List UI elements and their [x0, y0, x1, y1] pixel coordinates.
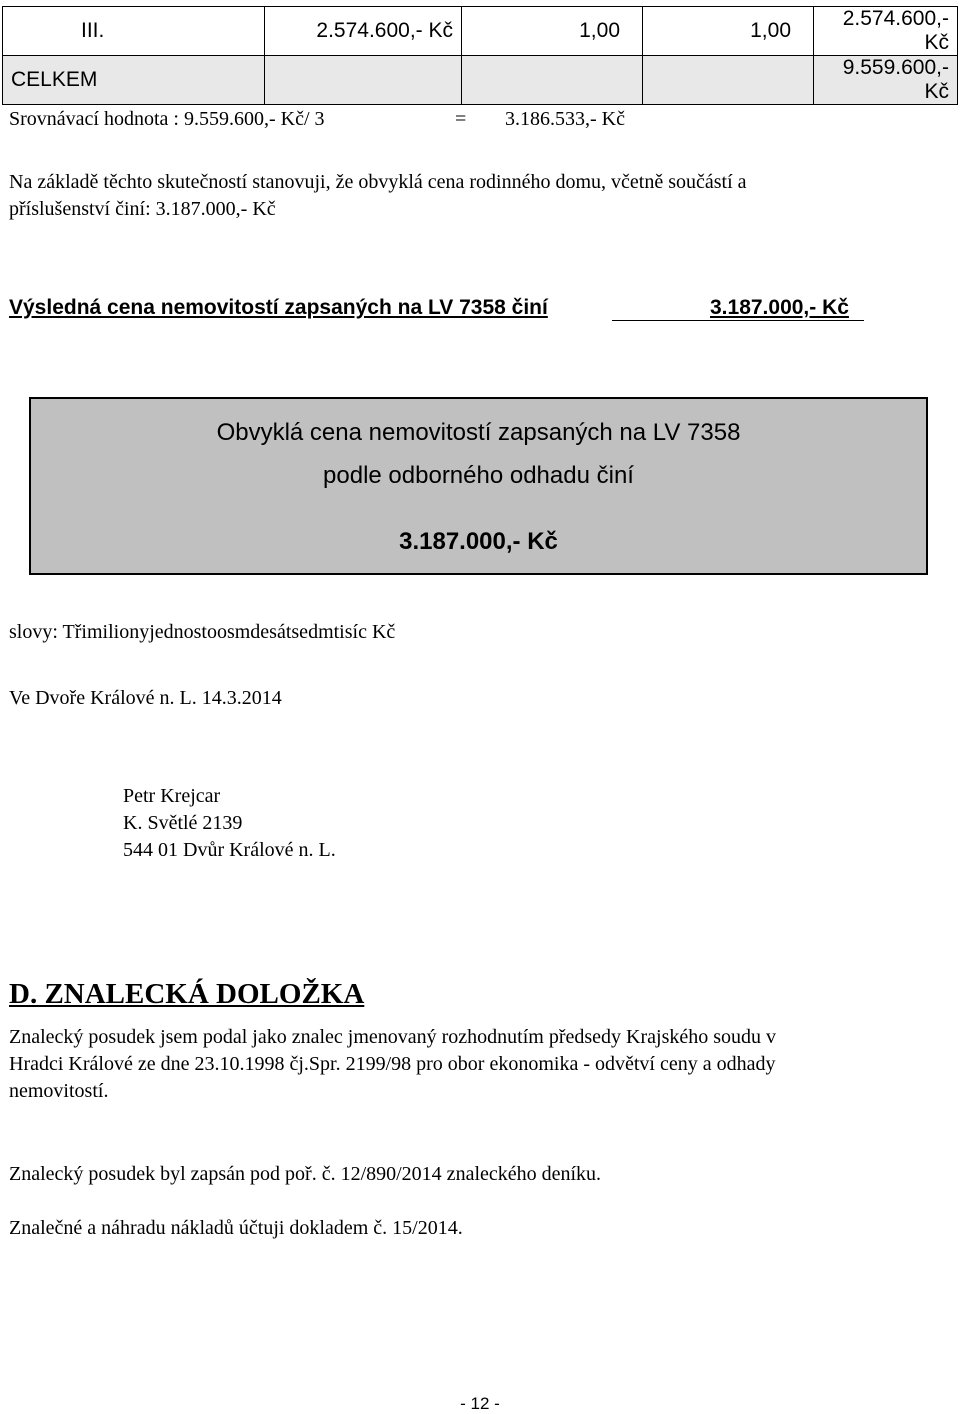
box-heading-line: Obvyklá cena nemovitostí zapsaných na LV 7358 [216, 419, 741, 446]
total-value: 9.559.600,- Kč [814, 56, 958, 105]
clause-line: Znalecký posudek jsem podal jako znalec jmenovaný rozhodnutím předsedy Krajského soudu v [9, 1026, 777, 1048]
clause-line: nemovitostí. [9, 1080, 109, 1102]
signature-street: K. Světlé 2139 [123, 812, 243, 834]
place-and-date: Ve Dvoře Králové n. L. 14.3.2014 [9, 687, 282, 709]
row-coefficient-2: 1,00 [643, 7, 814, 56]
result-label: Výsledná cena nemovitostí zapsaných na LV 7358 činí [9, 296, 548, 319]
comparison-value: 3.186.533,- Kč [505, 108, 625, 130]
row-coefficient-1: 1,00 [462, 7, 643, 56]
value-in-words: slovy: Třimilionyjednostoosmdesátsedmtisíc Kč [9, 621, 396, 643]
comparison-equals: = [455, 108, 467, 130]
signature-city: 544 01 Dvůr Králové n. L. [123, 839, 336, 861]
box-value: 3.187.000,- Kč [399, 528, 558, 555]
row-total: 2.574.600,- Kč [814, 7, 958, 56]
total-label: CELKEM [3, 56, 265, 105]
total-empty-cell [265, 56, 462, 105]
paragraph-line: Na základě těchto skutečností stanovuji, že obvyklá cena rodinného domu, včetně součástí a [9, 171, 747, 193]
page-number: - 12 - [460, 1394, 500, 1413]
row-price: 2.574.600,- Kč [265, 7, 462, 56]
summary-table [2, 6, 958, 105]
row-label: III. [3, 7, 265, 56]
table-row [3, 7, 958, 56]
total-empty-cell [643, 56, 814, 105]
result-value: 3.187.000,- Kč [710, 296, 849, 319]
clause-line: Hradci Králové ze dne 23.10.1998 čj.Spr. 2199/98 pro obor ekonomika - odvětví ceny a odhady [9, 1053, 776, 1075]
table-total-row [3, 56, 958, 105]
fee-statement: Znalečné a náhradu nákladů účtuji dokladem č. 15/2014. [9, 1217, 463, 1239]
final-value-box [29, 397, 928, 575]
comparison-label: Srovnávací hodnota : 9.559.600,- Kč/ 3 [9, 108, 325, 130]
box-heading-line: podle odborného odhadu činí [323, 462, 634, 489]
section-heading: D. ZNALECKÁ DOLOŽKA [9, 978, 365, 1010]
register-entry: Znalecký posudek byl zapsán pod poř. č. 12/890/2014 znaleckého deníku. [9, 1163, 602, 1185]
signature-name: Petr Krejcar [123, 785, 221, 807]
total-empty-cell [462, 56, 643, 105]
paragraph-line: příslušenství činí: 3.187.000,- Kč [9, 198, 276, 220]
result-underline [612, 320, 864, 321]
